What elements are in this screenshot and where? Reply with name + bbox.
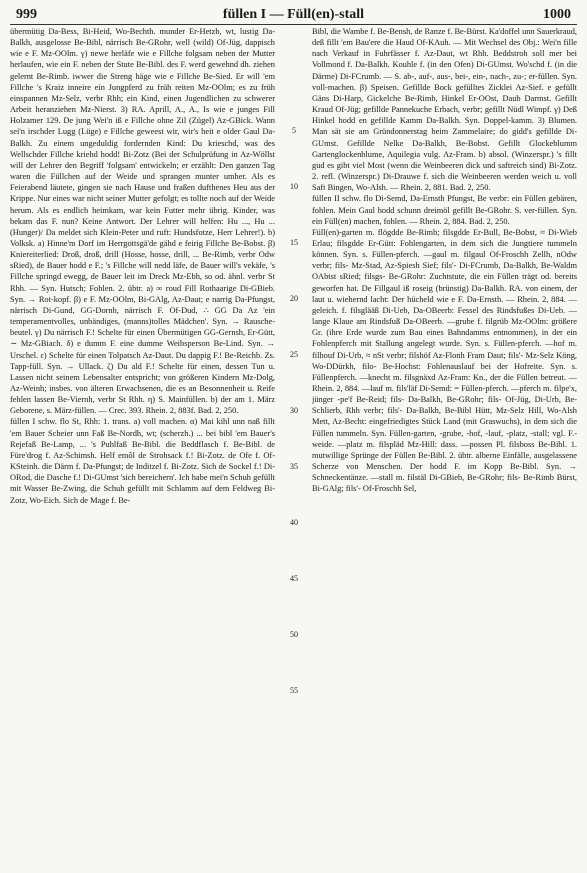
line-number: 40 (290, 518, 298, 527)
line-number: 25 (290, 350, 298, 359)
left-column (10, 26, 275, 869)
line-number: 20 (290, 294, 298, 303)
entry-fuellen-I-continued: Bibl, die Wambe f. Be-Bensh, de Ranze f. Be-Bürst. Ka'doffel unn Sauerkraud, deß fillt 'em Bau'ere die Haud Of-KAuh. — Mit Wechsel des Obj.: Wei'n fille nach Verkauf in Fuhrfässer f. Az-Daut, wt Rhh. Beddstroh soll mer bei Vollmond f. Da-Balkh. Kouhle f. (in den Ofen) Di-GUmst. Wo'schd f. (in die Därme) Di-FCrumb. — S. ab-, auf-, aus-, bei-, ein-, nach-, zu-; er-füllen. Syn. voll-machen. β) Speisen. Gefillde Bock gefülltes Zicklei Az-Sief. e gefüllt Gäns Di-Harp, Gickelche Be-Rimb, Hinkel Er-OOst, Daub Darmst. Gefillt Kraud Of-Jüg; gefillde Pannekuche Erbach, verbr; gefillt Nüdl Wimpf. γ) Deß Hinkel hodd en gefillde Kamm Da-Balkh. Syn. Doppel-kamm. 3) Blumen. Man sät sie am Gründonnerstag beim Zammelaire; do gidd's gefillde Di-GUmst. Gefillde Nelke Da-Balkh, Be-Bobst. Gefillt Glockeblumm Gartenglockenblume, Aquilegia vulg. Az-Fram. b) absol. (Winzerspr.) 's fillt gud es gibt viel Most (wenn die Weinbeeren dick und saftreich sind) Bi-Zotz. 2. refl. (Winzerspr.) Di-Drauwe f. sich die Weinbeeren werden weich u. voll Saft Bingen, Wo-Alsh. — Rhein. 2, 881. Bad. 2, 250. (312, 27, 577, 193)
running-title: füllen I — Füll(en)-stall (222, 7, 365, 22)
entry-fuellen-garten: Füll(en)-garten m. flögdde Be-Rimb; filsgdde Er-Bull, Be-Bobst, ≈ Di-Wieb Erlau; filsgdde Er-Gütt: Fohlengarten, in dem sich die Jungtiere tummeln können. Syn. s. Füllen-pferch. —gaul m. filgaul Of-Froschh Zellh, nOdw verbr; fils- Mz-Stad, Az-Spiesh Sief; fils'- Di-FCrumb, Da-Balkh, Be-Waldm OAbtst sRied; filsgs- Be-GRohr: Zuchtstute, die ein Füllen trägt od. bereits geworfen hat. De Fillgaul iß roseig (brünstig) Da-Balkh. RA. von einem, der laut u. wiehernd lacht: Der hücheld wie e F. Da-Ernsth. — Rhein. 2, 884. —geleich. f. filsglääß Di-Ueb, Da-OBeerb: Fessel des Rindsfußes Di-Ueb. — lange Klaue am Rindsfuß Da-OBeerb. —grube f. filgrüb Mz-OOlm: größere Gr. (ihre Erde wurde zum Bau eines Bahndamms entnommen), in der ein Fohlenpferch mit Stallung angelegt wurde. Syn. s. Füllen-pferch. —hof m. filhouf Di-Urb, ≈ nSt verbr; filshöf Az-Flonh Fram Daut; fils'- Mz-Selz Köng, Wo-DDürkh, filo- Be-Hochst: Fohlenauslauf bei der Hofreite. Syn. s. Füllenpferch. —knecht m. filsgnäxd Az-Fram: Kn., der die Füllen betreut. — Rhein. 2, 884. —lauf m. fils'läf Di-Semd: = Füllen-pferch. —pferch m. filpe'x, jünger -pe'f Be-Reid; fils- Da-Balkh, Be-GRohr; fils- Of-Jüg, Di-Urb, Be-Schlierb, Rhh verbr; fils'- Da-Balkh, Be-Bibl Hütt, Mz-Selz Hill, Wo-Alsh Mett, Az-Becht: eingefriedigtes Stück Land (mit Graswuchs), in dem sich die Füllen tummeln. Syn. Füllen-garten, -grube, -hof, -lauf, -platz, -stall; vgl. F.-weide. —platz m. filspläd Mz-Hill: dass. —possen Pl. filsboss Be-Bibl. 1. mutwillige Sprünge der Füllen Be-Bibl. 2. übtr. alberne Einfälle, ausgelassene Scherze von Menschen. Der hodd F. im Kopp Be-Bibl. Syn. → Schneckentänze. —stall m. filstäl Di-GBieb, Be-GRohr; fils- Be-Rimb Bürst, Bi-GAlg; fils'- Of-Froschh Sel, (312, 227, 577, 494)
line-number: 45 (290, 574, 298, 583)
entry-fuellen-noun-continued: übermütig Da-Bess, Bi-Heid, Wo-Bechth. munder Er-Hetzb, wt, lustig Da-Balkh, ausgelosse Be-Bibl, närrisch Be-GRohr, well (wild) Of-Jüg, dappisch wie e F. Mz-OOlm. γ) newe herläfe wie e Fillche folgsam neben der Mutter herlaufen, wie ein F. neben der Stute Be-Bibl. des F. werd gewehnd dh. ziehen gelernt Be-Rimb. iwwer die Streng häge wie e Fillche Be-Sied. Er will 'em Fillche 's Kraiz inneire ein Jungpferd zu früh reiten Mz-OOlm; es zu früh einspannen Mz-Selz, verbr Rhh; ein Kind, einen Jugendlichen zu schwerer Arbeit heranziehen Mz-Nierst. 3) RA. Aprill, A., A., Is wie e junges Fill Holzamer 129. De jung Wei'n iß e Fillche ohne Zil (Zügel) Az-GBick. Wann sei'n irschder Lugg (Lüge) e Fillche geweest wir, wir's heit e older Gaul Da-Balkh. Zu einem ungeduldig fordernden Kind: Du krieschd, was des Wellschder Fillche kriehd hodd! Bi-Zotz (Bei der Schulprüfung in Az-Wöllst will der Lehrer den Begriff 'folgsam' entwickeln; er erzählt: Den ganzen Tag waren die Füllchen auf der Weide und sprangen munter umher. Als es Feierabend läutete, gingen sie nach Hause und fraßen dufthenes Heu aus der Krippe. Nur eines war nicht seiner Mutter gefolgt; es tollte noch auf der Weide herum. Als es endlich heimkam, war kein Futter mehr übrig. Kinder, was bekam das F. nun? Keine Antwort. Der Lehrer will helfen: Hu ..., Hu ... (Hunger)/ Da meldet sich Klein-Peter und ruft: Hundsfotze, Herr Lehrer!). b) Volksk. a) Hinne'm Dorf im Herrgottsgä'de gähd e feirig Fillche Be-Bobst. β) Kniereiterlied: Droß, droß, drill (Hosse, hosse, drill, ... Be-Rimb, verbr Odw sRied), de Bauer hodd e F.; 's Fillche will nedd läfe, de Bauer will's vekäfe, 's Fillche springd ewegg, de Bauer leit im Dreck Mz-Ebh, so od. ähnl. verbr St Rhh. — Syn. Hutsch; Fohlen. 2. übtr. a) ∞ roud Fill Rothaarige Di-GBieb. Syn. → Rot-kopf. β) e F. Mz-OOlm, Bi-GAlg, Az-Daut; e narrig Da-Pfungst, närrisch Di-Gund, GG-Dornh, närrisch F. Of-Dud, ∴ GG Da Az 'ein temperamentvolles, unbändiges, (manns)tolles Mädchen'. Syn. → Rausche-beutel. γ) Du närrisch F.! Schelte für einen Übermütigen GG-Gernsh, Er-Gütt, ∼ Mz-GBiach. δ) e dumm F. eine dumme Weibsperson Be-Lind. Syn. → Urschel. ε) Schelte für einen Tolpatsch Az-Daut. Du dappig F.! Be-Reichb. Zs. Tapp-füll. Syn. → Ullack. ζ) Du ald F.! Schelte für einen, dessen Tun u. Lassen nicht seinem Lebensalter entspricht; von größeren Kindern Mz-Dolg, Az-Weinh; insbes. von älteren Erwachsenen, die es an Besonnenheit u. Reife fehlen lassen Be-Viernh, verbr St Rhh. η) S. Mainfüllen. b) der am 1. März Geborene, s. März-füllen. — Crec. 393. Rhein. 2, 883f. Bad. 2, 250. (10, 27, 275, 416)
line-number: 30 (290, 406, 298, 415)
line-number: 5 (292, 126, 296, 135)
line-number: 50 (290, 630, 298, 639)
line-number-margin (286, 26, 302, 869)
page-header (10, 6, 577, 25)
page-number-left: 999 (16, 7, 37, 22)
line-number: 55 (290, 686, 298, 695)
text-columns (10, 26, 577, 869)
entry-fuellen-I: füllen I schw. flo St, Rhh: 1. trans. a) voll machen. α) Mai kihl unn naß fillt 'em Bauer Scheier unn Faß Be-Nordh, wt; (scherzh.) ... bei bibl 'em Bauer's Rejefaß Be-Lamp, ... 's Puhlfaß Be-Bibl. die Beddflasch f. Be-Bibl. de Füre'drog f. Az-Schimsh. Helf emôl de Strohsack f.! Bi-Zotz. de Ofe f. Of-KSteinh. die Därm f. Da-Pfungst; de Inditzel f. Bi-Zotz. Sich de Sockel f.! Di-ORod, die Dasche f.! Di-GUmst 'sich bereichern'. Ich habe mei'n Schuh gefüllt mit Wasser Be-Zwing, die Schuh gefüllt mit Schlamm auf dem Feldweg Bi-Zotz, Wo-Eich. Sich de Mage f. Be- (10, 417, 275, 505)
entry-fuellen-II: füllen II schw. flo Di-Semd, Da-Ernsth Pfungst, Be verbr: ein Füllen gebären, fohlen. Mein Gaul hodd schunn dreimöl gefillt Be-GRohr. S. ver-füllen. Syn. ein Füll(en) machen, fohlen. — Rhein. 2, 884. Bad. 2, 250. (312, 194, 577, 226)
line-number: 35 (290, 462, 298, 471)
right-column (312, 26, 577, 869)
line-number: 10 (290, 182, 298, 191)
line-number: 15 (290, 238, 298, 247)
page-number-right: 1000 (543, 7, 571, 22)
